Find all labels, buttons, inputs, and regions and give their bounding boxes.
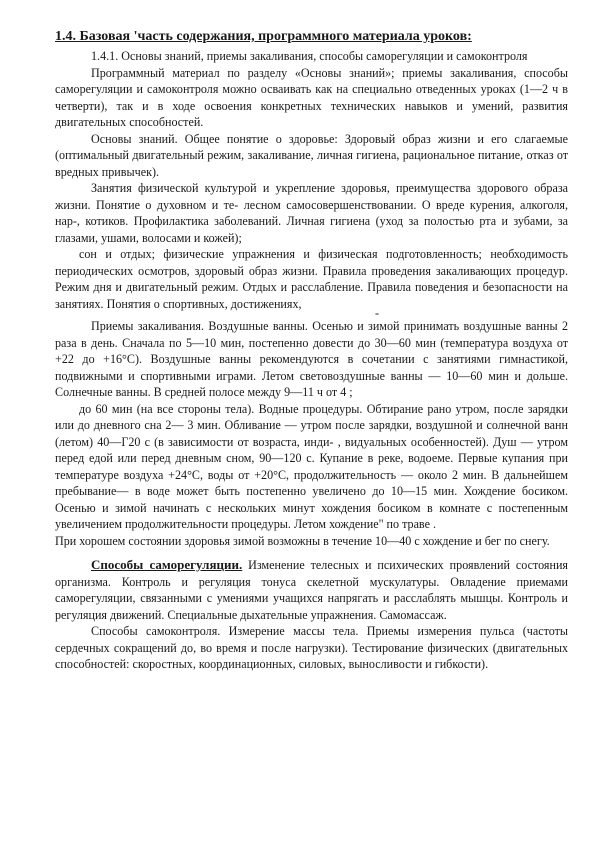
self-regulation-body: Изменение телесных и психических проявлений состояния организма. Контроль и регуляция тонуса скелетной мускулатуры. Овладение приемами саморегуляции, связанными с умениями учащихся напрягать и расслаблять мышцы. Контроль и регуляция движений. Специальные дыхательные упражнения. Самомассаж.: [55, 558, 568, 622]
subsection-title: 1.4.1. Основы знаний, приемы закаливания, способы саморегуляции и самоконтроля: [91, 49, 528, 63]
section-heading: 1.4. Базовая 'часть содержания, программного материала уроков:: [55, 29, 472, 44]
stray-dash-mark: -: [375, 306, 380, 320]
paragraph-physical-culture: Занятия физической культурой и укрепление здоровья, преимущества здорового образа жизни. Понятие о духовном и те- лесном самосовершенствовании. О вреде курения, алкоголя, нар-, котиков. Профилактика заболеваний. Личная гигиена (уход за полостью рта и зубами, за глазами, ушами, волосами и кожей);: [55, 181, 568, 245]
paragraph-program-material: Программный материал по разделу «Основы знаний»; приемы закаливания, способы саморегуляции и самоконтроля можно осваивать как на специально отведенных уроках (1—2 ч в четверти), так и в ходе освоения конкретных технических навыков и умений, развития двигательных способностей.: [55, 65, 568, 129]
document-body: [55, 28, 568, 673]
paragraph-knowledge-basics: Основы знаний. Общее понятие о здоровье: Здоровый образ жизни и его слагаемые (оптимальный двигательный режим, закаливание, личная гигиена, рациональное питание, отказ от вредных привычек).: [55, 131, 568, 179]
paragraph-winter-barefoot: При хорошем состоянии здоровья зимой возможны в течение 10—40 с хождение и бег по снегу.: [55, 533, 550, 548]
paragraph-sleep-rest: сон и отдых; физические упражнения и физическая подготовленность; необходимость периодических осмотров, здоровый образ жизни. Правила проведения закаливающих процедур. Режим дня и двигательный режим. Отдых и расслабление. Правила поведения и безопасности на занятиях. Понятия о спортивных, достижениях,: [55, 247, 568, 311]
paragraph-self-regulation: [55, 557, 568, 623]
self-regulation-title: Способы саморегуляции.: [91, 557, 243, 572]
paragraph-self-control: Способы самоконтроля. Измерение массы тела. Приемы измерения пульса (частоты сердечных сокращений до, во время и после нагрузки). Тестирование физических (двигательных способностей: скоростных, координационных, силовых, выносливости и гибкости).: [55, 624, 568, 671]
paragraph-tempering-techniques: Приемы закаливания. Воздушные ванны. Осенью и зимой принимать воздушные ванны 2 раза в день. Сначала по 5—10 мин, постепенно довести до 30—60 мин (температура воздуха от +22 до +16°С). Воздушные ванны рекомендуются в сочетании с занятиями гимнастикой, подвижными и спортивными играми. Летом световоздушные ванны — 10—60 мин и дольше. Солнечные ванны. В средней полосе между 9—11 ч от 4 ;: [55, 319, 568, 399]
paragraph-water-procedures: до 60 мин (на все стороны тела). Водные процедуры. Обтирание рано утром, после зарядки или до дневного сна 2— 3 мин. Обливание — утром после зарядки, воздушной и солнечной ванн (летом) 40—Г20 с (в зависимости от возраста, инди- , видуальных особенностей). Душ — утром перед едой или перед дневным сном, 90—120 с. Купание в реке, водоеме. Первые купания при температуре воздуха +24°С, воды от +20°С, продолжительность — около 2 мин. В дальнейшем пребывание— в воде может быть постепенно увеличено до 10—15 мин. Хождение босиком. Осенью и зимой начинать с нескольких минут хождения босиком в комнате с постепенным увеличением продолжительности процедуры. Летом хождение" по траве .: [55, 401, 568, 531]
